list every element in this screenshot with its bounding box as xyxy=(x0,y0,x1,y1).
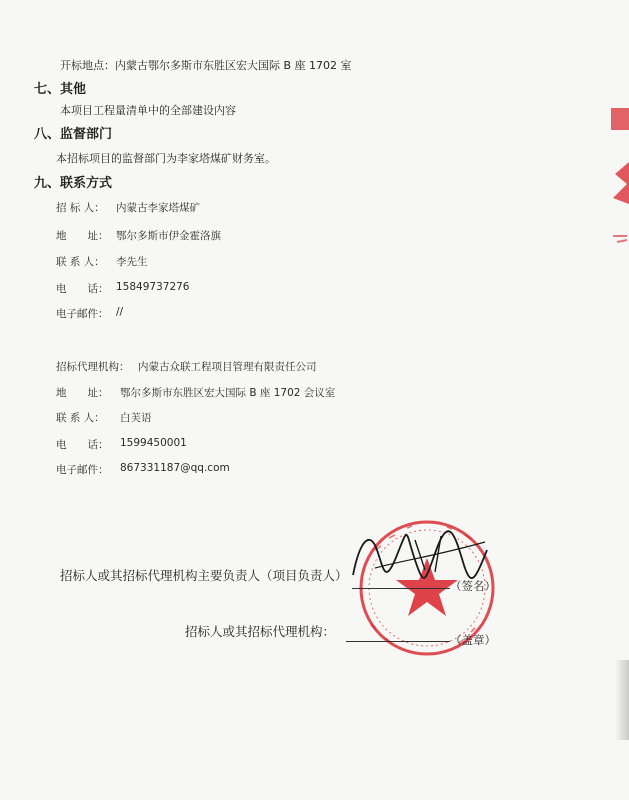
agency-address-label: 地 址： xyxy=(56,387,109,399)
page-edge-shadow xyxy=(615,660,629,740)
tenderer-name-value: 内蒙古李家塔煤矿 xyxy=(116,202,200,214)
tenderer-email-label: 电子邮件： xyxy=(56,308,109,320)
agency-contact-label: 联 系 人： xyxy=(56,412,105,424)
agency-phone-label: 电 话： xyxy=(56,439,109,451)
opening-location-value: 内蒙古鄂尔多斯市东胜区宏大国际 B 座 1702 室 xyxy=(115,59,352,72)
sign-note: （签名） xyxy=(450,579,496,593)
tenderer-email-value: // xyxy=(116,306,124,318)
tenderer-contact-label: 联 系 人： xyxy=(56,256,105,268)
section-heading-supervision: 八、监督部门 xyxy=(34,127,113,142)
agency-phone-value: 1599450001 xyxy=(120,437,187,449)
agency-email-label: 电子邮件： xyxy=(56,464,109,476)
agency-name-label: 招标代理机构： xyxy=(56,361,130,373)
agency-email-value: 867331187@qq.com xyxy=(120,462,230,474)
opening-location-label: 开标地点： xyxy=(60,59,115,72)
section-heading-other: 七、其他 xyxy=(34,82,87,97)
agency-seal-rule xyxy=(346,641,450,642)
section-body-other: 本项目工程量清单中的全部建设内容 xyxy=(60,104,236,117)
agency-address-value: 鄂尔多斯市东胜区宏大国际 B 座 1702 会议室 xyxy=(120,387,336,399)
principal-signature-label: 招标人或其招标代理机构主要负责人（项目负责人） xyxy=(60,568,348,583)
section-body-supervision: 本招标项目的监督部门为李家塔煤矿财务室。 xyxy=(56,152,276,165)
tenderer-address-label: 地 址： xyxy=(56,230,109,242)
tenderer-address-value: 鄂尔多斯市伊金霍洛旗 xyxy=(116,230,221,242)
tenderer-phone-label: 电 话： xyxy=(56,283,109,295)
opening-location-line xyxy=(60,57,352,73)
principal-signature-rule xyxy=(352,588,450,589)
tenderer-phone-value: 15849737276 xyxy=(116,281,190,293)
agency-name-value: 内蒙古众联工程项目管理有限责任公司 xyxy=(138,361,317,373)
tenderer-name-label: 招 标 人： xyxy=(56,202,105,214)
seal-note: （盖章） xyxy=(450,633,496,647)
agency-seal-label: 招标人或其招标代理机构： xyxy=(185,624,336,639)
tenderer-contact-value: 李先生 xyxy=(116,256,148,268)
partial-edge-seal-icon xyxy=(607,100,629,260)
section-heading-contact: 九、联系方式 xyxy=(34,176,113,191)
agency-contact-value: 白芙语 xyxy=(120,412,152,424)
